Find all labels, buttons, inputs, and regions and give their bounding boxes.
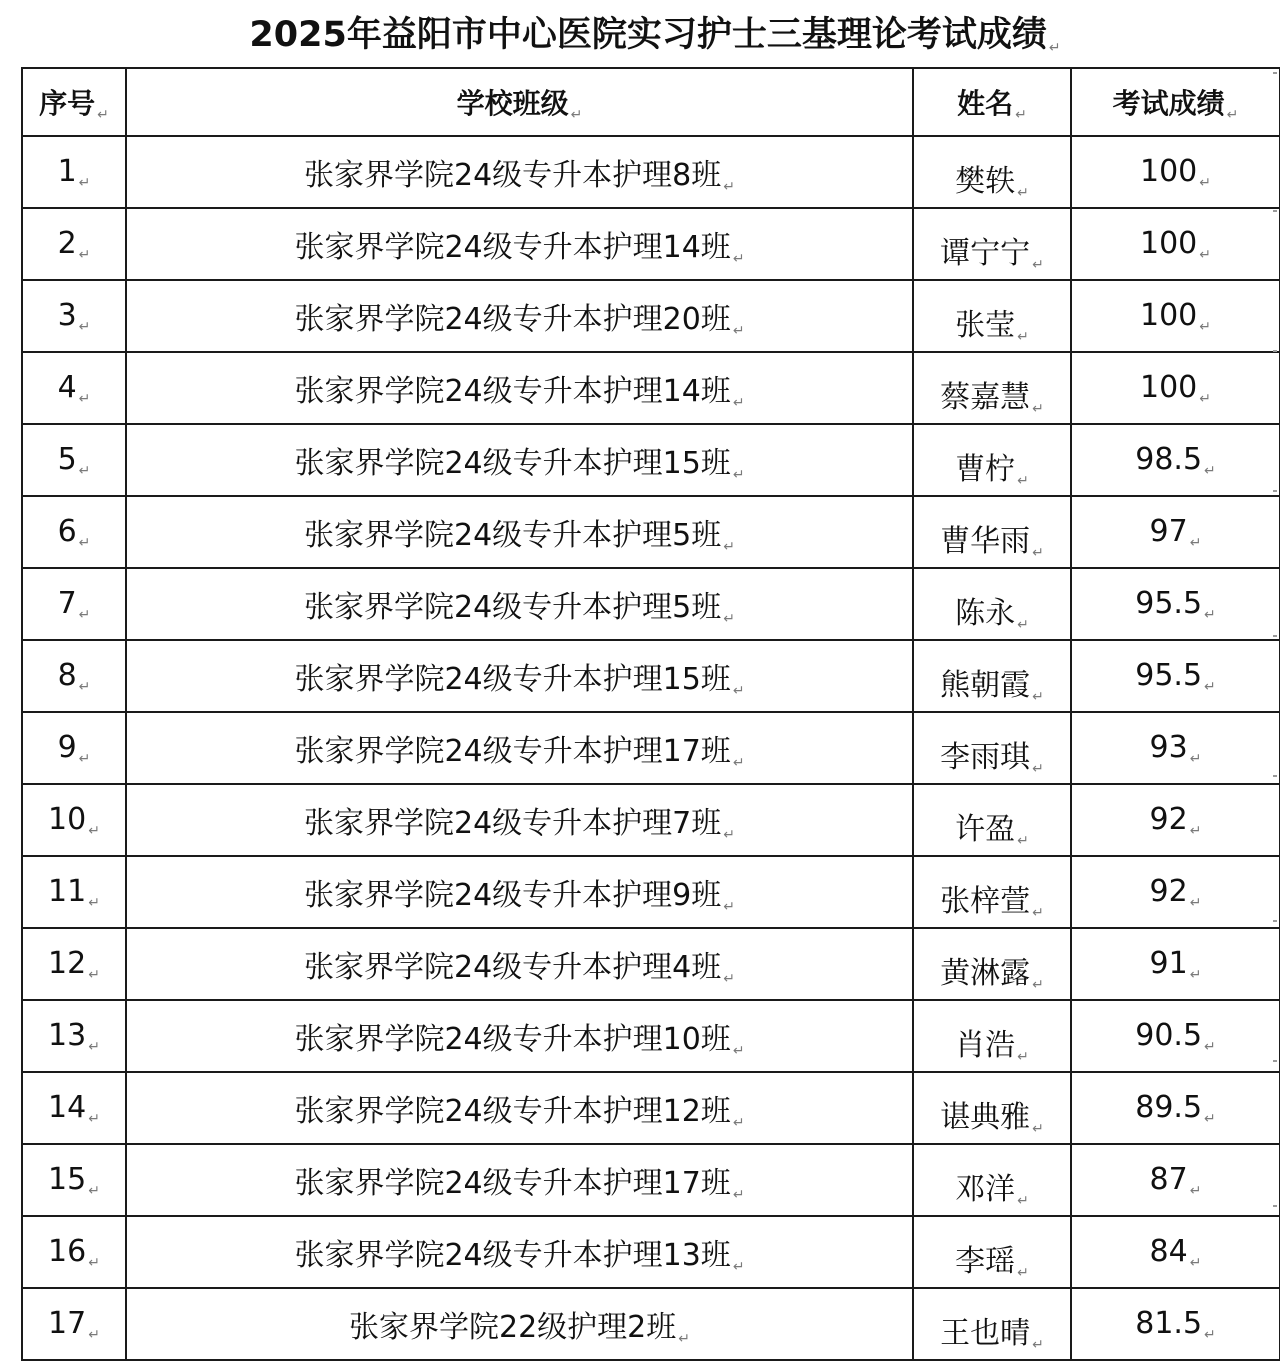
cell-index-text: 12 ↵ [48,946,100,983]
cell-class [126,640,913,712]
cell-score-text: 84 ↵ [1149,1234,1202,1271]
cell-score [1071,928,1280,1000]
cell-name-text: 陈永 ↵ [955,596,1029,633]
cell-name [913,1000,1071,1072]
paragraph-mark-icon: ↵ [88,823,100,839]
paragraph-mark-icon: ↵ [78,175,91,191]
cell-class [126,424,913,496]
cell-index-text: 14 ↵ [48,1090,100,1127]
cell-score [1071,496,1280,568]
cell-score [1071,1072,1280,1144]
edge-tick [1273,350,1277,352]
paragraph-mark-icon: ↵ [1017,617,1029,633]
cell-class-text: 张家界学院24级专升本护理9班 ↵ [304,878,735,915]
cell-index [22,712,126,784]
paragraph-mark-icon: ↵ [732,323,745,339]
cell-score [1071,784,1280,856]
cell-class [126,280,913,352]
cell-name-text: 肖浩 ↵ [955,1028,1029,1065]
paragraph-mark-icon: ↵ [1032,1337,1044,1353]
paragraph-mark-icon: ↵ [1048,40,1061,56]
paragraph-mark-icon: ↵ [732,1187,745,1203]
cell-name [913,640,1071,712]
cell-name [913,1216,1071,1288]
cell-name [913,856,1071,928]
cell-class-text: 张家界学院24级专升本护理15班 ↵ [294,662,745,699]
header-class-label: 学校班级 [456,87,569,120]
cell-name-text: 谌典雅 ↵ [940,1100,1044,1137]
cell-name [913,280,1071,352]
cell-score-text: 95.5 ↵ [1135,586,1216,623]
cell-class [126,352,913,424]
table-row [22,352,1280,424]
paragraph-mark-icon: ↵ [88,1039,100,1055]
cell-name [913,784,1071,856]
paragraph-mark-icon: ↵ [88,1327,100,1343]
cell-index-text: 13 ↵ [48,1018,100,1055]
header-name-label: 姓名 [957,87,1014,120]
cell-score [1071,1144,1280,1216]
cell-score [1071,640,1280,712]
paragraph-mark-icon: ↵ [1199,391,1211,407]
cell-index [22,1072,126,1144]
paragraph-mark-icon: ↵ [1032,1121,1044,1137]
cell-index-text: 1 ↵ [57,154,91,191]
cell-score-text: 95.5 ↵ [1135,658,1216,695]
paragraph-mark-icon: ↵ [678,1331,690,1347]
cell-class-text: 张家界学院24级专升本护理8班 ↵ [304,158,735,195]
paragraph-mark-icon: ↵ [78,751,91,767]
table-row [22,136,1280,208]
cell-index [22,208,126,280]
cell-class [126,496,913,568]
paragraph-mark-icon: ↵ [1189,751,1202,767]
paragraph-mark-icon: ↵ [1017,1049,1029,1065]
paragraph-mark-icon: ↵ [78,319,91,335]
cell-name-text: 王也晴 ↵ [940,1316,1044,1353]
paragraph-mark-icon: ↵ [723,611,735,627]
paragraph-mark-icon: ↵ [1017,833,1029,849]
cell-class-text: 张家界学院24级专升本护理20班 ↵ [294,302,745,339]
table-row [22,496,1280,568]
cell-class [126,784,913,856]
cell-score-text: 97 ↵ [1149,514,1202,551]
cell-class [126,568,913,640]
cell-index [22,1288,126,1360]
header-score-label: 考试成绩 [1112,87,1225,120]
edge-tick [1273,775,1277,777]
cell-score-text: 100 ↵ [1140,154,1211,191]
cell-index [22,136,126,208]
cell-score-text: 92 ↵ [1149,874,1202,911]
cell-score [1071,1216,1280,1288]
page-edge-marks [1273,60,1279,1354]
paragraph-mark-icon: ↵ [1017,1193,1029,1209]
header-row [22,68,1280,136]
cell-name-text: 许盈 ↵ [955,812,1029,849]
paragraph-mark-icon: ↵ [732,683,745,699]
cell-score [1071,352,1280,424]
cell-score-text: 100 ↵ [1140,226,1211,263]
paragraph-mark-icon: ↵ [1204,1327,1216,1343]
cell-score-text: 93 ↵ [1149,730,1202,767]
cell-class [126,856,913,928]
paragraph-mark-icon: ↵ [732,755,745,771]
cell-score [1071,208,1280,280]
cell-score-text: 90.5 ↵ [1135,1018,1216,1055]
paragraph-mark-icon: ↵ [1204,463,1216,479]
paragraph-mark-icon: ↵ [88,1255,100,1271]
cell-index [22,568,126,640]
cell-name-text: 张莹 ↵ [955,308,1029,345]
cell-class-text: 张家界学院24级专升本护理15班 ↵ [294,446,745,483]
cell-index [22,280,126,352]
paragraph-mark-icon: ↵ [1204,1039,1216,1055]
cell-name-text: 谭宁宁 ↵ [940,236,1044,273]
cell-class [126,712,913,784]
cell-index-text: 5 ↵ [57,442,91,479]
cell-class-text: 张家界学院24级专升本护理14班 ↵ [294,230,745,267]
cell-name [913,136,1071,208]
paragraph-mark-icon: ↵ [78,391,91,407]
cell-class [126,208,913,280]
table-row [22,1216,1280,1288]
paragraph-mark-icon: ↵ [1032,905,1044,921]
paragraph-mark-icon: ↵ [1189,967,1202,983]
table-row [22,1288,1280,1360]
edge-tick [1273,490,1277,492]
paragraph-mark-icon: ↵ [1199,175,1211,191]
table-body [22,136,1280,1360]
table-row [22,856,1280,928]
table-header [22,68,1280,136]
edge-tick [1273,1060,1277,1062]
header-name [913,68,1071,136]
paragraph-mark-icon: ↵ [78,247,91,263]
paragraph-mark-icon: ↵ [732,1259,745,1275]
table-row [22,640,1280,712]
cell-score [1071,280,1280,352]
cell-class [126,1144,913,1216]
cell-score [1071,1288,1280,1360]
cell-name-text: 张梓萱 ↵ [940,884,1044,921]
cell-index [22,640,126,712]
cell-score-text: 87 ↵ [1149,1162,1202,1199]
table-row [22,712,1280,784]
cell-score-text: 100 ↵ [1140,298,1211,335]
cell-index-text: 6 ↵ [57,514,91,551]
cell-index [22,856,126,928]
cell-index [22,784,126,856]
cell-index-text: 17 ↵ [48,1306,100,1343]
header-index-label: 序号 [39,87,96,120]
cell-index-text: 15 ↵ [48,1162,100,1199]
paragraph-mark-icon: ↵ [1199,319,1211,335]
table-row [22,1000,1280,1072]
cell-name [913,568,1071,640]
edge-tick [1273,210,1277,212]
header-score [1071,68,1280,136]
page-title [0,10,1280,60]
paragraph-mark-icon: ↵ [1189,1183,1202,1199]
paragraph-mark-icon: ↵ [723,179,735,195]
paragraph-mark-icon: ↵ [1204,679,1216,695]
paragraph-mark-icon: ↵ [1204,1111,1216,1127]
paragraph-mark-icon: ↵ [1032,761,1044,777]
edge-tick [1273,1205,1277,1207]
cell-class-text: 张家界学院24级专升本护理5班 ↵ [304,518,735,555]
cell-name-text: 李雨琪 ↵ [940,740,1044,777]
table-row [22,1144,1280,1216]
edge-tick [1273,635,1277,637]
paragraph-mark-icon: ↵ [723,971,735,987]
table-row [22,424,1280,496]
paragraph-mark-icon: ↵ [78,535,91,551]
paragraph-mark-icon: ↵ [1017,329,1029,345]
cell-name [913,712,1071,784]
paragraph-mark-icon: ↵ [723,539,735,555]
cell-index-text: 9 ↵ [57,730,91,767]
table-row [22,568,1280,640]
paragraph-mark-icon: ↵ [732,1043,745,1059]
table-row [22,208,1280,280]
paragraph-mark-icon: ↵ [1032,545,1044,561]
cell-name [913,208,1071,280]
paragraph-mark-icon: ↵ [1017,1265,1029,1281]
cell-score-text: 92 ↵ [1149,802,1202,839]
cell-score-text: 91 ↵ [1149,946,1202,983]
cell-score-text: 98.5 ↵ [1135,442,1216,479]
paragraph-mark-icon: ↵ [88,1183,100,1199]
cell-class [126,1000,913,1072]
paragraph-mark-icon: ↵ [1017,473,1029,489]
cell-class [126,928,913,1000]
cell-index [22,1000,126,1072]
table-row [22,928,1280,1000]
edge-tick [1273,920,1277,922]
cell-name-text: 曹柠 ↵ [955,452,1029,489]
table-row [22,1072,1280,1144]
cell-class-text: 张家界学院24级专升本护理4班 ↵ [304,950,735,987]
cell-class-text: 张家界学院24级专升本护理5班 ↵ [304,590,735,627]
table-row [22,784,1280,856]
cell-class [126,1288,913,1360]
cell-name-text: 蔡嘉慧 ↵ [940,380,1044,417]
paragraph-mark-icon: ↵ [732,1115,745,1131]
cell-class-text: 张家界学院24级专升本护理13班 ↵ [294,1238,745,1275]
paragraph-mark-icon: ↵ [78,607,91,623]
paragraph-mark-icon: ↵ [88,1111,100,1127]
header-index [22,68,126,136]
paragraph-mark-icon: ↵ [1226,107,1239,123]
cell-name [913,1144,1071,1216]
cell-score [1071,568,1280,640]
edge-tick [1273,72,1277,74]
cell-name-text: 邓洋 ↵ [955,1172,1029,1209]
cell-name-text: 曹华雨 ↵ [940,524,1044,561]
cell-index-text: 4 ↵ [57,370,91,407]
paragraph-mark-icon: ↵ [1017,185,1029,201]
cell-index-text: 3 ↵ [57,298,91,335]
cell-class-text: 张家界学院24级专升本护理17班 ↵ [294,1166,745,1203]
paragraph-mark-icon: ↵ [1204,607,1216,623]
paragraph-mark-icon: ↵ [1199,247,1211,263]
cell-score [1071,712,1280,784]
cell-score [1071,424,1280,496]
cell-index [22,424,126,496]
cell-name-text: 熊朝霞 ↵ [940,668,1044,705]
cell-class-text: 张家界学院24级专升本护理7班 ↵ [304,806,735,843]
paragraph-mark-icon: ↵ [1032,401,1044,417]
cell-index-text: 11 ↵ [48,874,100,911]
cell-index-text: 16 ↵ [48,1234,100,1271]
paragraph-mark-icon: ↵ [1032,257,1044,273]
cell-name [913,352,1071,424]
cell-index [22,1144,126,1216]
cell-index [22,352,126,424]
cell-index-text: 10 ↵ [48,802,100,839]
paragraph-mark-icon: ↵ [723,827,735,843]
paragraph-mark-icon: ↵ [1015,107,1027,123]
header-class [126,68,913,136]
cell-score-text: 89.5 ↵ [1135,1090,1216,1127]
cell-score-text: 100 ↵ [1140,370,1211,407]
paragraph-mark-icon: ↵ [97,107,109,123]
cell-class [126,1072,913,1144]
cell-name [913,928,1071,1000]
paragraph-mark-icon: ↵ [732,467,745,483]
cell-name [913,1072,1071,1144]
cell-class-text: 张家界学院22级护理2班 ↵ [349,1310,690,1347]
cell-name-text: 樊轶 ↵ [955,164,1029,201]
cell-class [126,1216,913,1288]
paragraph-mark-icon: ↵ [1189,1255,1202,1271]
cell-name-text: 李瑶 ↵ [955,1244,1029,1281]
paragraph-mark-icon: ↵ [1032,689,1044,705]
cell-name [913,1288,1071,1360]
paragraph-mark-icon: ↵ [88,895,100,911]
cell-index [22,928,126,1000]
cell-class-text: 张家界学院24级专升本护理14班 ↵ [294,374,745,411]
cell-score [1071,856,1280,928]
paragraph-mark-icon: ↵ [78,463,91,479]
paragraph-mark-icon: ↵ [570,107,583,123]
scores-table [21,67,1280,1361]
cell-index-text: 7 ↵ [57,586,91,623]
cell-class-text: 张家界学院24级专升本护理10班 ↵ [294,1022,745,1059]
paragraph-mark-icon: ↵ [732,251,745,267]
cell-index [22,496,126,568]
paragraph-mark-icon: ↵ [88,967,100,983]
table-row [22,280,1280,352]
cell-class [126,136,913,208]
cell-class-text: 张家界学院24级专升本护理12班 ↵ [294,1094,745,1131]
paragraph-mark-icon: ↵ [1189,535,1202,551]
cell-name [913,424,1071,496]
paragraph-mark-icon: ↵ [1189,895,1202,911]
paragraph-mark-icon: ↵ [732,395,745,411]
cell-index-text: 2 ↵ [57,226,91,263]
cell-name-text: 黄淋露 ↵ [940,956,1044,993]
paragraph-mark-icon: ↵ [723,899,735,915]
cell-name [913,496,1071,568]
cell-score-text: 81.5 ↵ [1135,1306,1216,1343]
cell-index [22,1216,126,1288]
paragraph-mark-icon: ↵ [1032,977,1044,993]
title-text: 2025年益阳市中心医院实习护士三基理论考试成绩 [249,15,1047,55]
cell-score [1071,1000,1280,1072]
paragraph-mark-icon: ↵ [1189,823,1202,839]
cell-index-text: 8 ↵ [57,658,91,695]
paragraph-mark-icon: ↵ [78,679,91,695]
cell-class-text: 张家界学院24级专升本护理17班 ↵ [294,734,745,771]
cell-score [1071,136,1280,208]
